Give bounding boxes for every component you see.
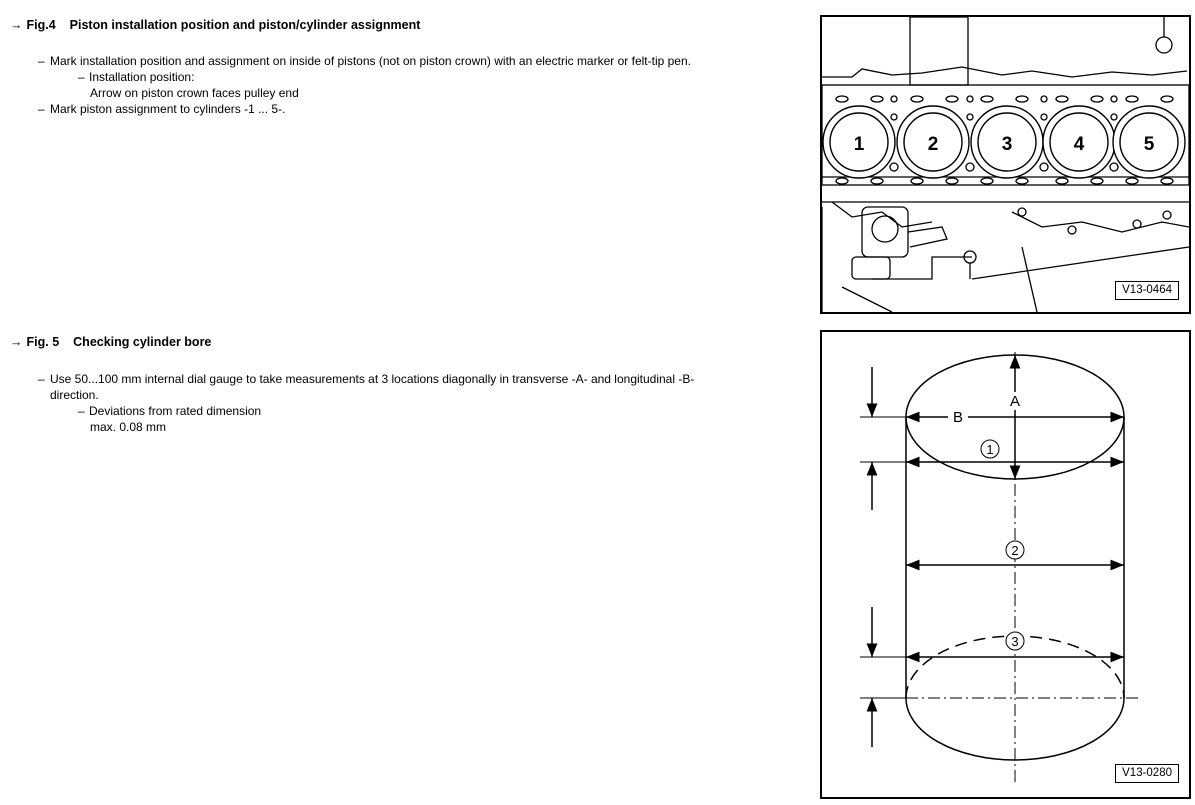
cylinder-number-label: 2 [927,134,939,155]
fig4-figure-code: V13-0464 [1115,281,1179,300]
fig5-dev-label: Deviations from rated dimension [89,404,262,418]
fig4-arrow-icon: → [10,18,23,32]
location-1-label: 1 [986,442,994,457]
cylinder-bore-3 [971,106,1043,178]
cylinder-bore-2 [897,106,969,178]
fig4-item-mark [10,53,790,69]
fig5-heading [10,335,790,349]
fig4-number: Fig.4 [26,18,56,32]
fig4-assign-text: Mark piston assignment to cylinders -1 ... 5-. [50,102,286,116]
fig4-title: Piston installation position and piston/cylinder assignment [69,18,421,32]
fig5-section [10,335,790,435]
bolt-head [1156,37,1172,53]
engine-block-drawing [822,17,1189,312]
location-3-marker [1006,632,1024,650]
fig4-item-assign [10,101,790,117]
fig5-dev-value: max. 0.08 mm [90,420,167,434]
cylinder-bore-5 [1113,106,1185,178]
cylinder-bore-drawing [822,332,1189,797]
fig4-item-install [10,69,790,85]
fig5-figure-code: V13-0280 [1115,764,1179,783]
fig4-illustration [820,15,1191,314]
location-1-marker [981,440,999,458]
fig4-install-label: Installation position: [89,70,195,84]
cylinder-number-label: 5 [1143,134,1155,155]
dash-glyph: – [38,54,45,68]
dash-glyph: – [38,372,45,386]
dash-glyph: – [78,404,85,418]
cylinder-number-label: 3 [1001,134,1013,155]
cylinder-bores [823,106,1185,178]
cylinder-bore-4 [1043,106,1115,178]
fig5-arrow-icon: → [10,335,23,349]
dash-glyph: – [78,70,85,84]
location-3-label: 3 [1011,634,1019,649]
label-a: A [1009,393,1021,410]
label-b: B [952,409,964,426]
dash-glyph: – [38,102,45,116]
cylinder-number-label: 1 [853,134,865,155]
location-2-label: 2 [1011,543,1019,558]
fig5-item-use [10,371,790,387]
fig5-item-deviation [10,403,790,419]
cylinder-bore-1 [823,106,895,178]
fig5-use-text-cont: direction. [50,388,99,402]
fig4-section [10,18,790,117]
fig4-heading [10,18,790,32]
cylinder-number-label: 4 [1073,134,1085,155]
fig5-illustration [820,330,1191,799]
location-2-marker [1006,541,1024,559]
head-stud-housing [910,17,968,85]
fig5-number: Fig. 5 [26,335,60,349]
fig5-title: Checking cylinder bore [73,335,212,349]
fig5-use-text: Use 50...100 mm internal dial gauge to take measurements at 3 locations diagonally in transverse -A- and longitudinal -B- [50,372,695,386]
fig4-install-value: Arrow on piston crown faces pulley end [90,86,299,100]
fig4-mark-text: Mark installation position and assignment on inside of pistons (not on piston crown) with an electric marker or felt-tip pen. [50,54,691,68]
